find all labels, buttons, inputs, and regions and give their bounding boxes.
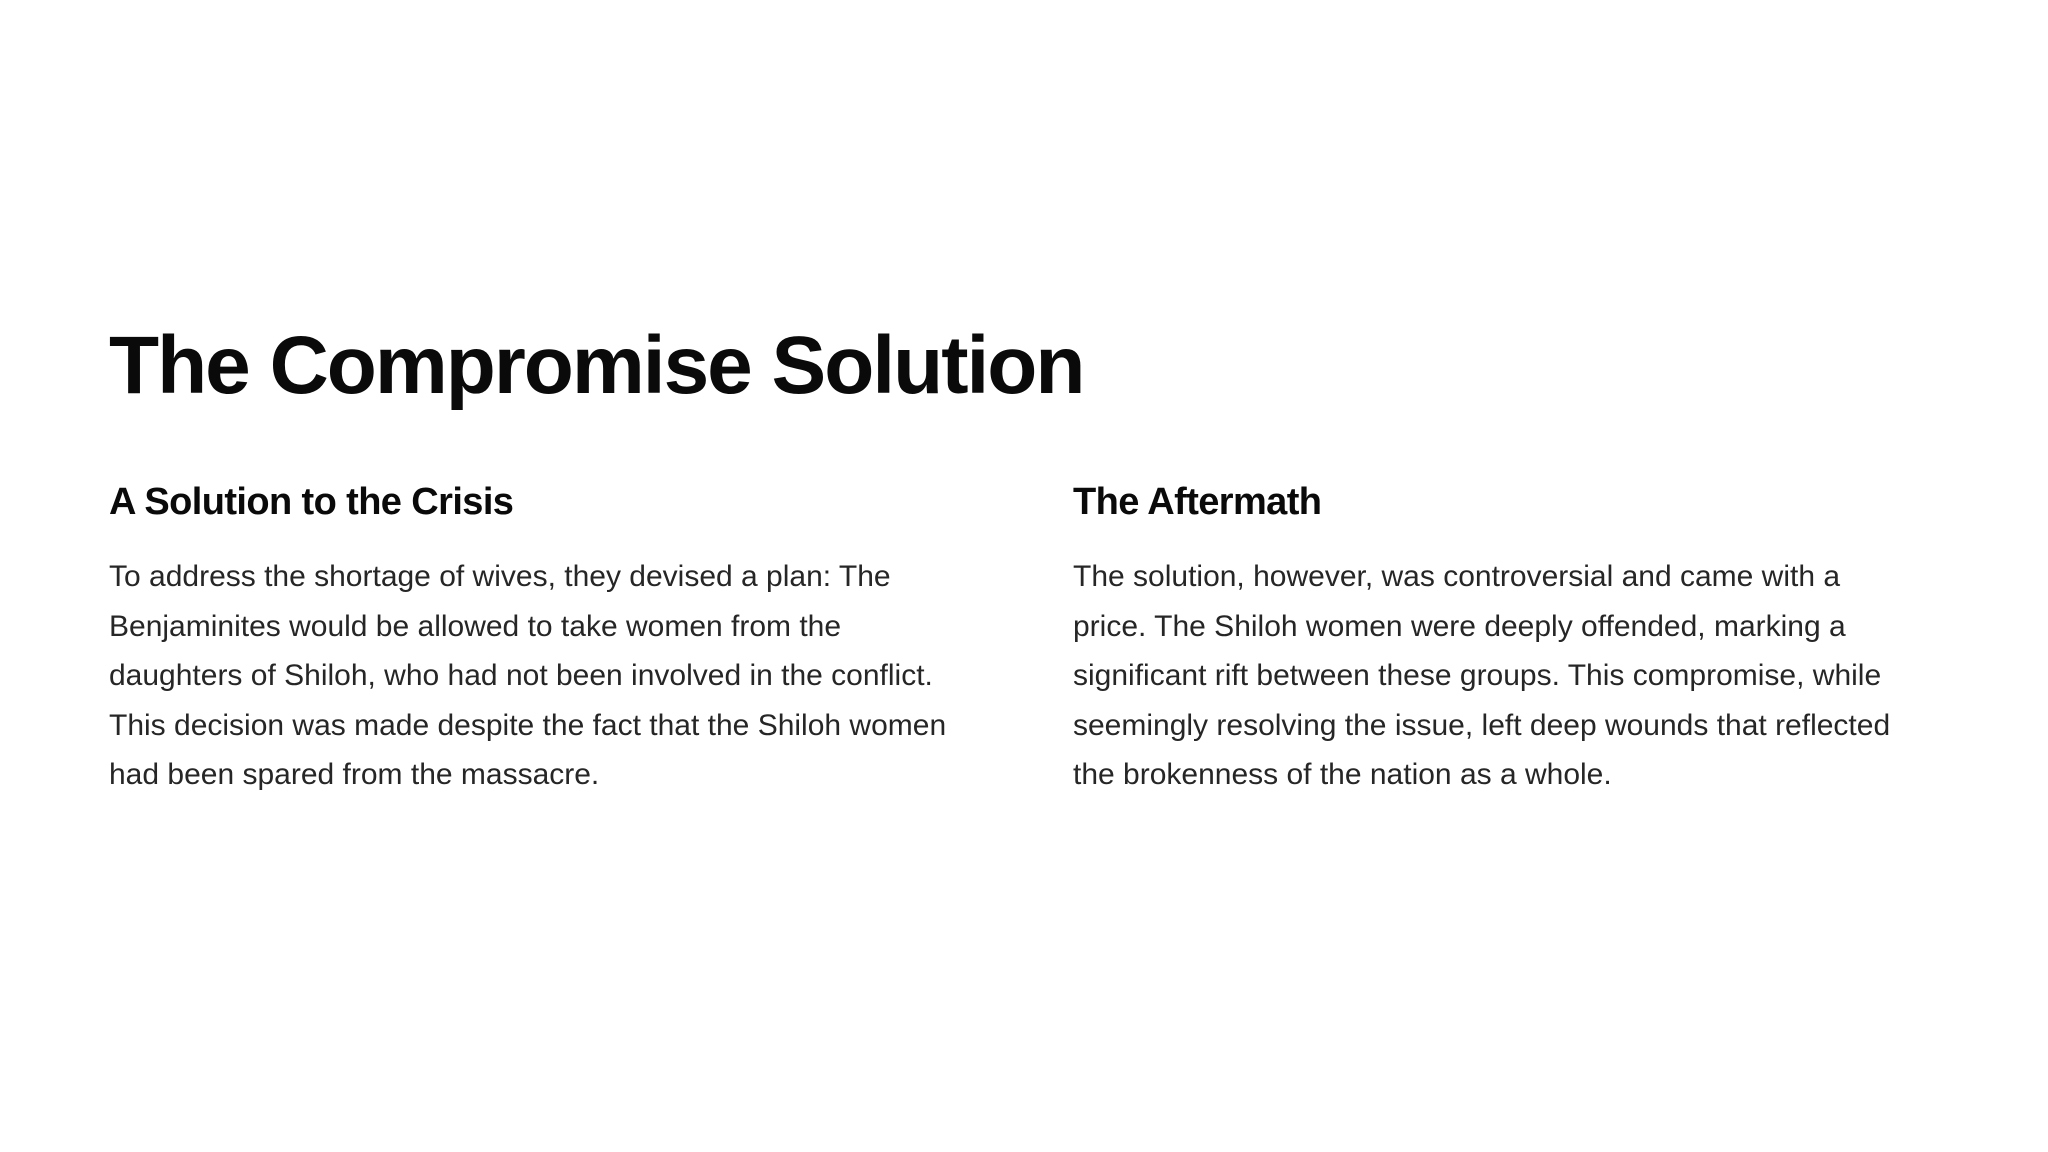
- body-line: Benjaminites would be allowed to take women from the: [109, 609, 842, 643]
- content-columns: [109, 478, 1949, 800]
- slide: [109, 318, 1949, 800]
- column-body-aftermath: [1073, 552, 1973, 800]
- body-line: significant rift between these groups. This compromise, while: [1073, 659, 1882, 692]
- body-line: the brokenness of the nation as a whole.: [1073, 758, 1612, 791]
- column-body-solution: [109, 552, 1009, 800]
- column-aftermath: [1073, 478, 1973, 800]
- body-line: This decision was made despite the fact that the Shiloh women: [109, 708, 947, 742]
- body-line: had been spared from the massacre.: [109, 758, 600, 791]
- page-title: The Compromise Solution: [109, 320, 1084, 411]
- body-line: seemingly resolving the issue, left deep wounds that reflected: [1073, 708, 1891, 742]
- column-heading-aftermath: The Aftermath: [1073, 481, 1322, 523]
- body-line: daughters of Shiloh, who had not been involved in the conflict.: [109, 659, 933, 692]
- column-heading-solution: A Solution to the Crisis: [109, 481, 514, 523]
- body-line: price. The Shiloh women were deeply offended, marking a: [1073, 609, 1846, 643]
- body-line: To address the shortage of wives, they devised a plan: The: [109, 560, 891, 593]
- column-solution: [109, 478, 1009, 800]
- body-line: The solution, however, was controversial and came with a: [1073, 560, 1841, 593]
